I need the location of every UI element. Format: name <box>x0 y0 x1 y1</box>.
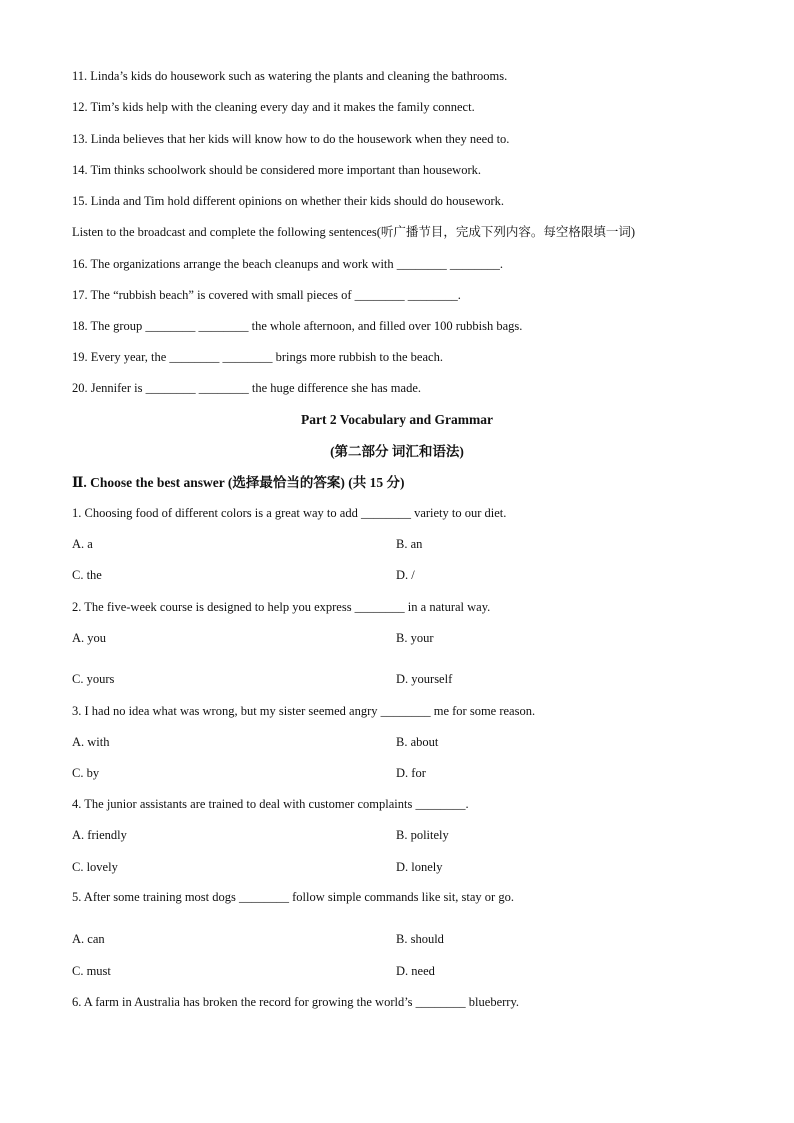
statement-12: 12. Tim’s kids help with the cleaning every day and it makes the family connect. <box>72 100 475 114</box>
option-a: A. can <box>72 932 105 946</box>
option-a: A. with <box>72 735 110 749</box>
part-subtitle: (第二部分 词汇和语法) <box>330 444 464 459</box>
option-d: D. for <box>396 766 426 780</box>
statement-14: 14. Tim thinks schoolwork should be considered more important than housework. <box>72 163 481 177</box>
option-a: A. friendly <box>72 828 127 842</box>
statement-15: 15. Linda and Tim hold different opinions on whether their kids should do housework. <box>72 194 505 208</box>
fill-blank-19: 19. Every year, the ________ ________ brings more rubbish to the beach. <box>72 350 443 364</box>
option-b: B. about <box>396 735 439 749</box>
option-c: C. the <box>72 568 102 582</box>
fill-blank-20: 20. Jennifer is ________ ________ the huge difference she has made. <box>72 381 421 395</box>
question-stem: 3. I had no idea what was wrong, but my sister seemed angry ________ me for some reason. <box>72 704 536 718</box>
statement-11: 11. Linda’s kids do housework such as watering the plants and cleaning the bathrooms. <box>72 69 508 83</box>
question-stem: 2. The five-week course is designed to help you express ________ in a natural way. <box>72 600 491 614</box>
fill-blank-18: 18. The group ________ ________ the whole afternoon, and filled over 100 rubbish bags. <box>72 319 523 333</box>
option-d: D. / <box>396 568 415 582</box>
option-b: B. should <box>396 932 444 946</box>
option-a: A. a <box>72 537 93 551</box>
option-c: C. lovely <box>72 860 118 874</box>
fill-blank-16: 16. The organizations arrange the beach cleanups and work with ________ ________. <box>72 257 504 271</box>
option-b: B. politely <box>396 828 449 842</box>
option-d: D. yourself <box>396 672 453 686</box>
question-stem: 1. Choosing food of different colors is a great way to add ________ variety to our diet. <box>72 506 507 520</box>
statement-13: 13. Linda believes that her kids will know how to do the housework when they need to. <box>72 132 510 146</box>
option-d: D. need <box>396 964 435 978</box>
broadcast-instruction: Listen to the broadcast and complete the following sentences(听广播节目，完成下列内容。每空格限填一词) <box>72 225 636 239</box>
option-b: B. an <box>396 537 423 551</box>
option-b: B. your <box>396 631 434 645</box>
question-stem: 6. A farm in Australia has broken the record for growing the world’s ________ blueberry. <box>72 995 520 1009</box>
fill-blank-17: 17. The “rubbish beach” is covered with small pieces of ________ ________. <box>72 288 461 302</box>
option-a: A. you <box>72 631 107 645</box>
option-c: C. by <box>72 766 100 780</box>
option-c: C. must <box>72 964 111 978</box>
option-c: C. yours <box>72 672 115 686</box>
question-stem: 4. The junior assistants are trained to deal with customer complaints ________. <box>72 797 469 811</box>
question-stem: 5. After some training most dogs ________ follow simple commands like sit, stay or go. <box>72 890 514 904</box>
part-title: Part 2 Vocabulary and Grammar <box>301 412 493 427</box>
option-d: D. lonely <box>396 860 443 874</box>
section-title: Ⅱ. Choose the best answer (选择最恰当的答案) (共 15 分) <box>72 475 405 490</box>
